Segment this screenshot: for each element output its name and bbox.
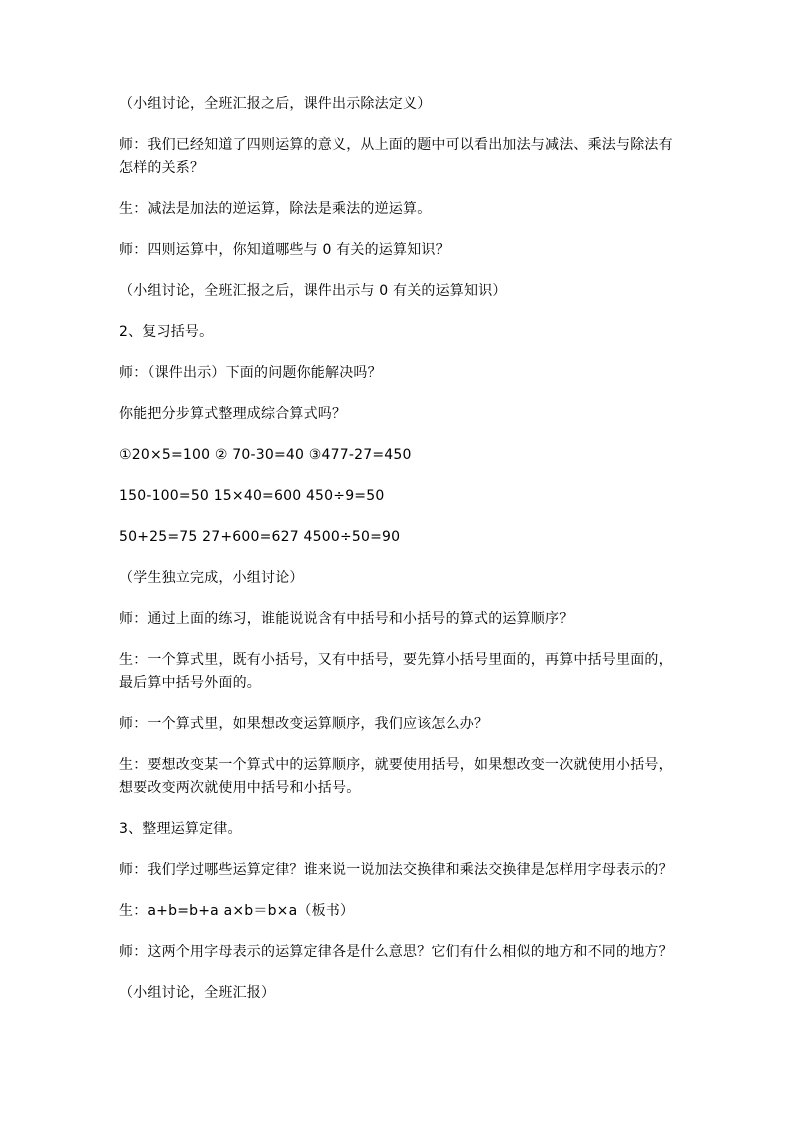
- paragraph: （小组讨论，全班汇报）: [119, 985, 276, 1001]
- equation-line: 50+25=75 27+600=627 4500÷50=90: [119, 529, 401, 545]
- paragraph: （小组讨论，全班汇报之后，课件出示与 0 有关的运算知识）: [119, 283, 507, 299]
- paragraph: 师：一个算式里，如果想改变运算顺序，我们应该怎么办？: [119, 716, 489, 732]
- equation-line: ①20×5=100 ② 70-30=40 ③477-27=450: [119, 447, 412, 463]
- section-heading: 2、复习括号。: [119, 324, 214, 340]
- paragraph: 师：我们学过哪些运算定律？谁来说一说加法交换律和乘法交换律是怎样用字母表示的？: [119, 862, 673, 878]
- section-heading: 3、整理运算定律。: [119, 821, 242, 837]
- paragraph: 生：a+b=b+a a×b＝b×a（板书）: [119, 903, 355, 919]
- paragraph: 师：（课件出示）下面的问题你能解决吗？: [119, 365, 382, 381]
- paragraph: 师：这两个用字母表示的运算定律各是什么意思？它们有什么相似的地方和不同的地方？: [119, 944, 673, 960]
- paragraph: （小组讨论，全班汇报之后，课件出示除法定义）: [119, 96, 432, 112]
- paragraph: 生：减法是加法的逆运算，除法是乘法的逆运算。: [119, 201, 432, 217]
- paragraph: 师：通过上面的练习，谁能说说含有中括号和小括号的算式的运算顺序？: [119, 611, 574, 627]
- paragraph: 生：要想改变某一个算式中的运算顺序，就要使用括号，如果想改变一次就使用小括号，想要改变两次就使用中括号和小括号。: [119, 757, 673, 796]
- paragraph: 你能把分步算式整理成综合算式吗？: [119, 406, 347, 422]
- paragraph: 师：四则运算中，你知道哪些与 0 有关的运算知识？: [119, 242, 450, 258]
- paragraph: 生：一个算式里，既有小括号，又有中括号，要先算小括号里面的，再算中括号里面的，最后算中括号外面的。: [119, 652, 673, 691]
- document-body: [119, 93, 679, 1023]
- equation-line: 150-100=50 15×40=600 450÷9=50: [119, 488, 385, 504]
- paragraph: （学生独立完成，小组讨论）: [119, 570, 304, 586]
- paragraph: 师：我们已经知道了四则运算的意义，从上面的题中可以看出加法与减法、乘法与除法有怎样的关系？: [119, 137, 673, 176]
